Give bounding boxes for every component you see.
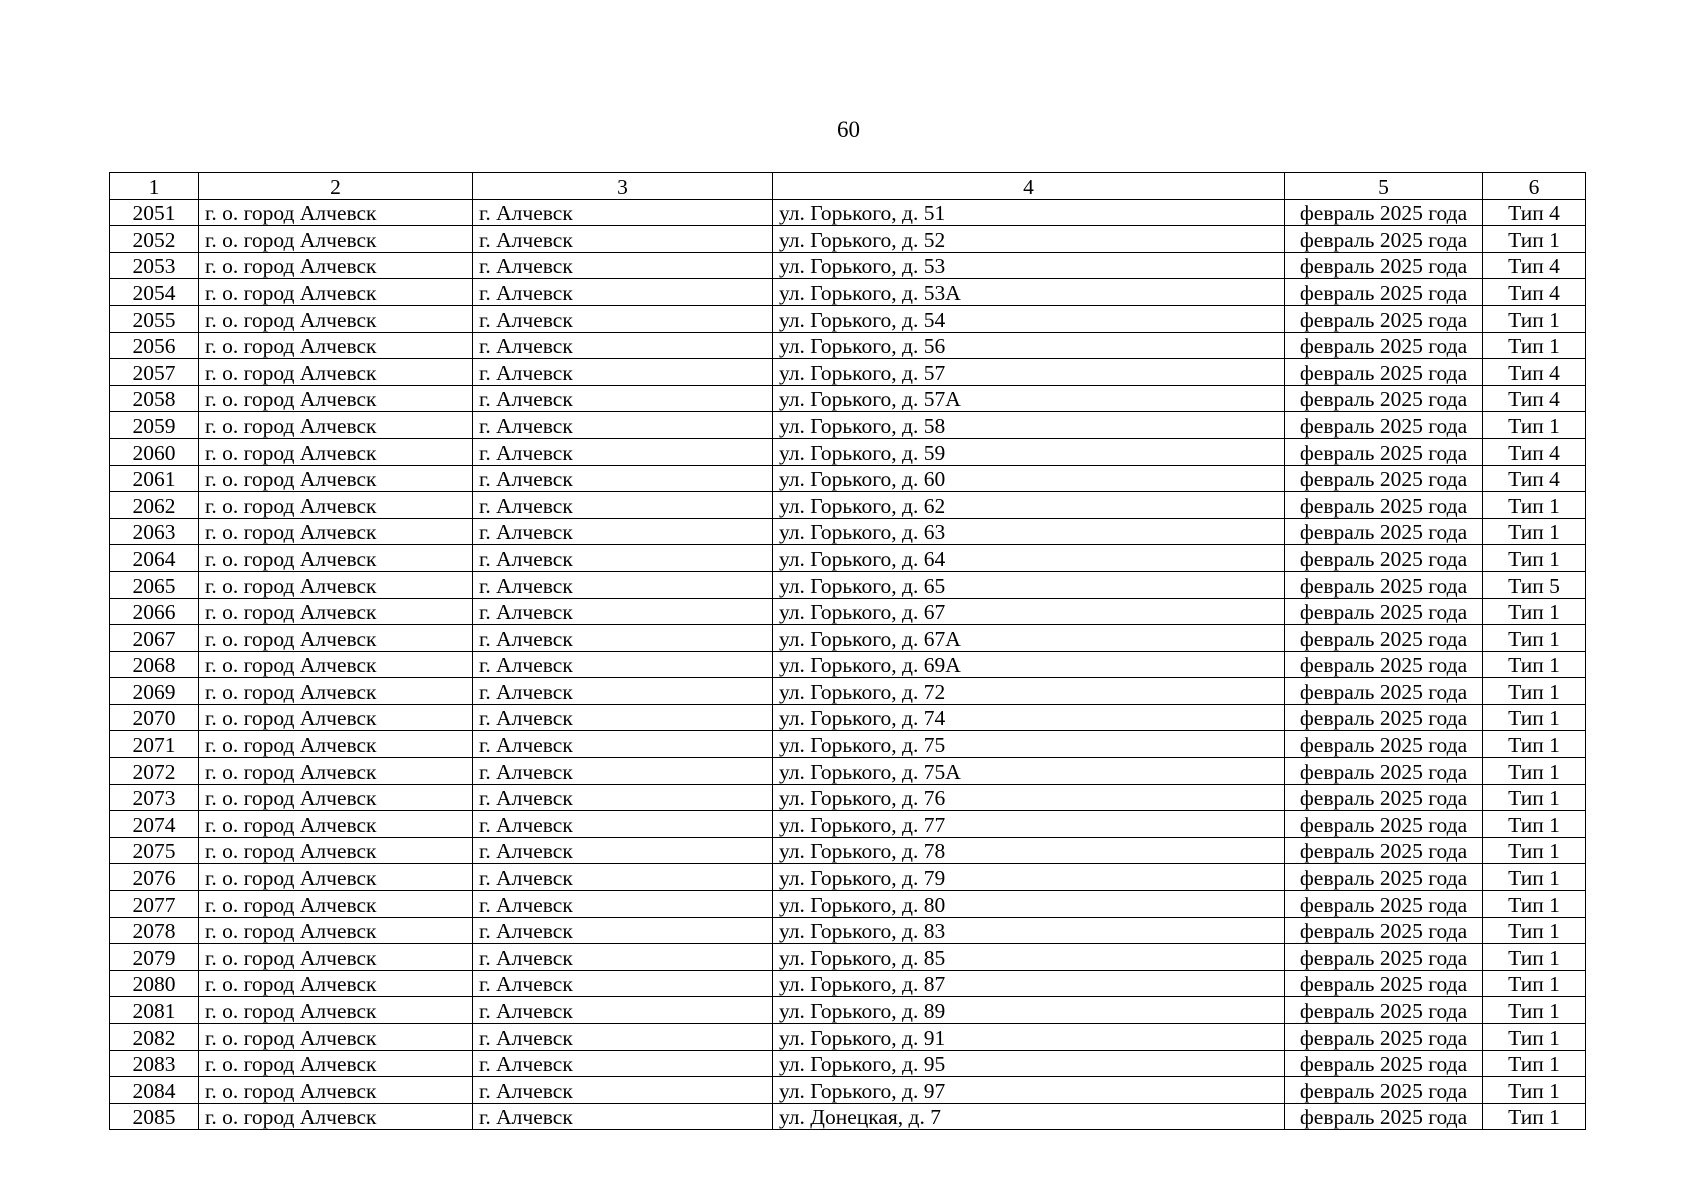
column-header-municipality: 2 <box>199 173 473 200</box>
cell-municipality: г. о. город Алчевск <box>199 412 473 439</box>
cell-municipality: г. о. город Алчевск <box>199 784 473 811</box>
column-header-city: 3 <box>473 173 773 200</box>
table-row <box>110 571 1586 598</box>
cell-city: г. Алчевск <box>473 1077 773 1104</box>
cell-municipality: г. о. город Алчевск <box>199 518 473 545</box>
cell-number: 2081 <box>110 997 199 1024</box>
cell-type: Тип 1 <box>1483 305 1586 332</box>
cell-number: 2070 <box>110 704 199 731</box>
cell-number: 2059 <box>110 412 199 439</box>
cell-number: 2085 <box>110 1103 199 1130</box>
cell-type: Тип 1 <box>1483 811 1586 838</box>
cell-type: Тип 1 <box>1483 625 1586 652</box>
cell-type: Тип 4 <box>1483 279 1586 306</box>
cell-type: Тип 4 <box>1483 465 1586 492</box>
cell-number: 2062 <box>110 492 199 519</box>
cell-date: февраль 2025 года <box>1285 1050 1483 1077</box>
cell-municipality: г. о. город Алчевск <box>199 598 473 625</box>
table-row <box>110 837 1586 864</box>
cell-date: февраль 2025 года <box>1285 625 1483 652</box>
cell-type: Тип 1 <box>1483 678 1586 705</box>
cell-city: г. Алчевск <box>473 518 773 545</box>
cell-number: 2078 <box>110 917 199 944</box>
cell-number: 2066 <box>110 598 199 625</box>
cell-number: 2060 <box>110 438 199 465</box>
cell-address: ул. Горького, д. 62 <box>773 492 1285 519</box>
cell-type: Тип 1 <box>1483 917 1586 944</box>
cell-date: февраль 2025 года <box>1285 385 1483 412</box>
cell-city: г. Алчевск <box>473 944 773 971</box>
cell-municipality: г. о. город Алчевск <box>199 545 473 572</box>
cell-date: февраль 2025 года <box>1285 1103 1483 1130</box>
cell-type: Тип 4 <box>1483 359 1586 386</box>
table-row <box>110 1024 1586 1051</box>
cell-date: февраль 2025 года <box>1285 784 1483 811</box>
cell-municipality: г. о. город Алчевск <box>199 1103 473 1130</box>
cell-city: г. Алчевск <box>473 305 773 332</box>
cell-date: февраль 2025 года <box>1285 1077 1483 1104</box>
cell-city: г. Алчевск <box>473 837 773 864</box>
cell-address: ул. Горького, д. 80 <box>773 891 1285 918</box>
cell-number: 2067 <box>110 625 199 652</box>
cell-address: ул. Горького, д. 58 <box>773 412 1285 439</box>
cell-address: ул. Горького, д. 83 <box>773 917 1285 944</box>
cell-address: ул. Горького, д. 91 <box>773 1024 1285 1051</box>
table-row <box>110 625 1586 652</box>
cell-city: г. Алчевск <box>473 891 773 918</box>
cell-municipality: г. о. город Алчевск <box>199 1077 473 1104</box>
cell-number: 2054 <box>110 279 199 306</box>
cell-city: г. Алчевск <box>473 970 773 997</box>
cell-city: г. Алчевск <box>473 651 773 678</box>
cell-date: февраль 2025 года <box>1285 731 1483 758</box>
cell-city: г. Алчевск <box>473 1103 773 1130</box>
table-row <box>110 704 1586 731</box>
table-row <box>110 1103 1586 1130</box>
cell-address: ул. Горького, д. 57А <box>773 385 1285 412</box>
table-row <box>110 492 1586 519</box>
cell-municipality: г. о. город Алчевск <box>199 678 473 705</box>
cell-city: г. Алчевск <box>473 545 773 572</box>
cell-date: февраль 2025 года <box>1285 465 1483 492</box>
table-row <box>110 651 1586 678</box>
table-header-row <box>110 173 1586 200</box>
cell-date: февраль 2025 года <box>1285 199 1483 226</box>
cell-number: 2063 <box>110 518 199 545</box>
table-row <box>110 385 1586 412</box>
cell-number: 2083 <box>110 1050 199 1077</box>
cell-type: Тип 1 <box>1483 651 1586 678</box>
cell-address: ул. Горького, д. 54 <box>773 305 1285 332</box>
cell-city: г. Алчевск <box>473 811 773 838</box>
cell-municipality: г. о. город Алчевск <box>199 305 473 332</box>
cell-municipality: г. о. город Алчевск <box>199 758 473 785</box>
cell-city: г. Алчевск <box>473 492 773 519</box>
cell-date: февраль 2025 года <box>1285 279 1483 306</box>
cell-type: Тип 4 <box>1483 199 1586 226</box>
cell-type: Тип 1 <box>1483 997 1586 1024</box>
cell-address: ул. Горького, д. 65 <box>773 571 1285 598</box>
cell-city: г. Алчевск <box>473 678 773 705</box>
cell-number: 2073 <box>110 784 199 811</box>
cell-address: ул. Горького, д. 89 <box>773 997 1285 1024</box>
cell-number: 2079 <box>110 944 199 971</box>
cell-city: г. Алчевск <box>473 598 773 625</box>
cell-municipality: г. о. город Алчевск <box>199 332 473 359</box>
cell-municipality: г. о. город Алчевск <box>199 811 473 838</box>
cell-address: ул. Горького, д. 52 <box>773 226 1285 253</box>
cell-number: 2072 <box>110 758 199 785</box>
cell-city: г. Алчевск <box>473 385 773 412</box>
cell-type: Тип 1 <box>1483 518 1586 545</box>
cell-address: ул. Горького, д. 76 <box>773 784 1285 811</box>
cell-date: февраль 2025 года <box>1285 226 1483 253</box>
cell-date: февраль 2025 года <box>1285 811 1483 838</box>
cell-address: ул. Горького, д. 67 <box>773 598 1285 625</box>
cell-address: ул. Горького, д. 59 <box>773 438 1285 465</box>
cell-type: Тип 1 <box>1483 970 1586 997</box>
cell-date: февраль 2025 года <box>1285 571 1483 598</box>
table-row <box>110 465 1586 492</box>
cell-city: г. Алчевск <box>473 997 773 1024</box>
cell-type: Тип 4 <box>1483 385 1586 412</box>
table-row <box>110 891 1586 918</box>
cell-type: Тип 4 <box>1483 252 1586 279</box>
cell-municipality: г. о. город Алчевск <box>199 385 473 412</box>
cell-municipality: г. о. город Алчевск <box>199 625 473 652</box>
cell-city: г. Алчевск <box>473 731 773 758</box>
cell-municipality: г. о. город Алчевск <box>199 944 473 971</box>
table-row <box>110 944 1586 971</box>
cell-date: февраль 2025 года <box>1285 518 1483 545</box>
table-row <box>110 359 1586 386</box>
cell-type: Тип 5 <box>1483 571 1586 598</box>
cell-type: Тип 1 <box>1483 1024 1586 1051</box>
cell-date: февраль 2025 года <box>1285 492 1483 519</box>
cell-type: Тип 4 <box>1483 438 1586 465</box>
cell-city: г. Алчевск <box>473 1050 773 1077</box>
cell-city: г. Алчевск <box>473 784 773 811</box>
table-row <box>110 1050 1586 1077</box>
cell-address: ул. Горького, д. 85 <box>773 944 1285 971</box>
cell-date: февраль 2025 года <box>1285 359 1483 386</box>
cell-date: февраль 2025 года <box>1285 837 1483 864</box>
cell-date: февраль 2025 года <box>1285 891 1483 918</box>
cell-type: Тип 1 <box>1483 864 1586 891</box>
cell-city: г. Алчевск <box>473 279 773 306</box>
cell-number: 2051 <box>110 199 199 226</box>
column-header-number: 1 <box>110 173 199 200</box>
table-row <box>110 412 1586 439</box>
cell-city: г. Алчевск <box>473 438 773 465</box>
cell-municipality: г. о. город Алчевск <box>199 571 473 598</box>
table-row <box>110 784 1586 811</box>
cell-city: г. Алчевск <box>473 465 773 492</box>
cell-city: г. Алчевск <box>473 864 773 891</box>
cell-address: ул. Горького, д. 77 <box>773 811 1285 838</box>
cell-type: Тип 1 <box>1483 944 1586 971</box>
cell-date: февраль 2025 года <box>1285 651 1483 678</box>
cell-municipality: г. о. город Алчевск <box>199 359 473 386</box>
column-header-address: 4 <box>773 173 1285 200</box>
cell-number: 2058 <box>110 385 199 412</box>
cell-number: 2055 <box>110 305 199 332</box>
cell-address: ул. Горького, д. 78 <box>773 837 1285 864</box>
table-row <box>110 731 1586 758</box>
table-row <box>110 332 1586 359</box>
cell-municipality: г. о. город Алчевск <box>199 199 473 226</box>
table-body <box>110 199 1586 1130</box>
cell-date: февраль 2025 года <box>1285 332 1483 359</box>
table-row <box>110 545 1586 572</box>
cell-type: Тип 1 <box>1483 598 1586 625</box>
cell-city: г. Алчевск <box>473 758 773 785</box>
table-row <box>110 199 1586 226</box>
cell-address: ул. Горького, д. 53А <box>773 279 1285 306</box>
table-row <box>110 598 1586 625</box>
cell-number: 2056 <box>110 332 199 359</box>
cell-city: г. Алчевск <box>473 226 773 253</box>
cell-date: февраль 2025 года <box>1285 970 1483 997</box>
cell-municipality: г. о. город Алчевск <box>199 465 473 492</box>
cell-number: 2053 <box>110 252 199 279</box>
cell-municipality: г. о. город Алчевск <box>199 226 473 253</box>
cell-address: ул. Горького, д. 69А <box>773 651 1285 678</box>
cell-municipality: г. о. город Алчевск <box>199 1024 473 1051</box>
cell-address: ул. Горького, д. 87 <box>773 970 1285 997</box>
cell-type: Тип 1 <box>1483 1050 1586 1077</box>
cell-number: 2057 <box>110 359 199 386</box>
cell-date: февраль 2025 года <box>1285 917 1483 944</box>
table-row <box>110 970 1586 997</box>
cell-date: февраль 2025 года <box>1285 704 1483 731</box>
cell-municipality: г. о. город Алчевск <box>199 438 473 465</box>
cell-city: г. Алчевск <box>473 917 773 944</box>
table-row <box>110 518 1586 545</box>
cell-municipality: г. о. город Алчевск <box>199 651 473 678</box>
cell-address: ул. Горького, д. 79 <box>773 864 1285 891</box>
cell-number: 2075 <box>110 837 199 864</box>
cell-municipality: г. о. город Алчевск <box>199 997 473 1024</box>
table-row <box>110 1077 1586 1104</box>
cell-type: Тип 1 <box>1483 891 1586 918</box>
cell-date: февраль 2025 года <box>1285 944 1483 971</box>
cell-municipality: г. о. город Алчевск <box>199 917 473 944</box>
cell-type: Тип 1 <box>1483 758 1586 785</box>
cell-municipality: г. о. город Алчевск <box>199 1050 473 1077</box>
cell-address: ул. Донецкая, д. 7 <box>773 1103 1285 1130</box>
cell-date: февраль 2025 года <box>1285 1024 1483 1051</box>
table-row <box>110 811 1586 838</box>
cell-type: Тип 1 <box>1483 332 1586 359</box>
cell-number: 2069 <box>110 678 199 705</box>
cell-address: ул. Горького, д. 63 <box>773 518 1285 545</box>
table-row <box>110 864 1586 891</box>
cell-address: ул. Горького, д. 56 <box>773 332 1285 359</box>
cell-number: 2068 <box>110 651 199 678</box>
table-row <box>110 305 1586 332</box>
cell-city: г. Алчевск <box>473 332 773 359</box>
cell-type: Тип 1 <box>1483 1103 1586 1130</box>
cell-date: февраль 2025 года <box>1285 758 1483 785</box>
cell-date: февраль 2025 года <box>1285 997 1483 1024</box>
table-row <box>110 758 1586 785</box>
cell-city: г. Алчевск <box>473 252 773 279</box>
cell-municipality: г. о. город Алчевск <box>199 279 473 306</box>
table-row <box>110 226 1586 253</box>
cell-municipality: г. о. город Алчевск <box>199 970 473 997</box>
cell-number: 2074 <box>110 811 199 838</box>
cell-date: февраль 2025 года <box>1285 305 1483 332</box>
cell-date: февраль 2025 года <box>1285 678 1483 705</box>
cell-address: ул. Горького, д. 72 <box>773 678 1285 705</box>
table-row <box>110 438 1586 465</box>
cell-date: февраль 2025 года <box>1285 598 1483 625</box>
cell-address: ул. Горького, д. 60 <box>773 465 1285 492</box>
cell-address: ул. Горького, д. 53 <box>773 252 1285 279</box>
table-row <box>110 997 1586 1024</box>
cell-type: Тип 1 <box>1483 704 1586 731</box>
cell-address: ул. Горького, д. 95 <box>773 1050 1285 1077</box>
cell-address: ул. Горького, д. 57 <box>773 359 1285 386</box>
cell-type: Тип 1 <box>1483 412 1586 439</box>
cell-date: февраль 2025 года <box>1285 545 1483 572</box>
cell-type: Тип 1 <box>1483 492 1586 519</box>
cell-city: г. Алчевск <box>473 412 773 439</box>
cell-date: февраль 2025 года <box>1285 438 1483 465</box>
table-row <box>110 678 1586 705</box>
cell-type: Тип 1 <box>1483 226 1586 253</box>
cell-address: ул. Горького, д. 75 <box>773 731 1285 758</box>
cell-municipality: г. о. город Алчевск <box>199 837 473 864</box>
column-header-date: 5 <box>1285 173 1483 200</box>
cell-number: 2052 <box>110 226 199 253</box>
cell-number: 2082 <box>110 1024 199 1051</box>
cell-municipality: г. о. город Алчевск <box>199 492 473 519</box>
cell-number: 2077 <box>110 891 199 918</box>
cell-number: 2064 <box>110 545 199 572</box>
cell-type: Тип 1 <box>1483 784 1586 811</box>
cell-type: Тип 1 <box>1483 1077 1586 1104</box>
cell-municipality: г. о. город Алчевск <box>199 704 473 731</box>
cell-number: 2076 <box>110 864 199 891</box>
cell-date: февраль 2025 года <box>1285 252 1483 279</box>
cell-address: ул. Горького, д. 75А <box>773 758 1285 785</box>
cell-city: г. Алчевск <box>473 199 773 226</box>
page-number: 60 <box>837 117 860 142</box>
cell-address: ул. Горького, д. 51 <box>773 199 1285 226</box>
cell-address: ул. Горького, д. 97 <box>773 1077 1285 1104</box>
cell-address: ул. Горького, д. 74 <box>773 704 1285 731</box>
cell-address: ул. Горького, д. 64 <box>773 545 1285 572</box>
cell-number: 2065 <box>110 571 199 598</box>
cell-number: 2061 <box>110 465 199 492</box>
table-row <box>110 252 1586 279</box>
cell-city: г. Алчевск <box>473 571 773 598</box>
cell-city: г. Алчевск <box>473 704 773 731</box>
cell-date: февраль 2025 года <box>1285 412 1483 439</box>
cell-address: ул. Горького, д. 67А <box>773 625 1285 652</box>
cell-city: г. Алчевск <box>473 359 773 386</box>
cell-city: г. Алчевск <box>473 1024 773 1051</box>
cell-number: 2071 <box>110 731 199 758</box>
table-row <box>110 917 1586 944</box>
cell-municipality: г. о. город Алчевск <box>199 731 473 758</box>
housing-register-table <box>109 172 1586 1130</box>
cell-type: Тип 1 <box>1483 545 1586 572</box>
cell-number: 2084 <box>110 1077 199 1104</box>
cell-date: февраль 2025 года <box>1285 864 1483 891</box>
cell-type: Тип 1 <box>1483 731 1586 758</box>
table-row <box>110 279 1586 306</box>
cell-municipality: г. о. город Алчевск <box>199 864 473 891</box>
cell-type: Тип 1 <box>1483 837 1586 864</box>
column-header-type: 6 <box>1483 173 1586 200</box>
cell-city: г. Алчевск <box>473 625 773 652</box>
cell-municipality: г. о. город Алчевск <box>199 252 473 279</box>
cell-number: 2080 <box>110 970 199 997</box>
cell-municipality: г. о. город Алчевск <box>199 891 473 918</box>
